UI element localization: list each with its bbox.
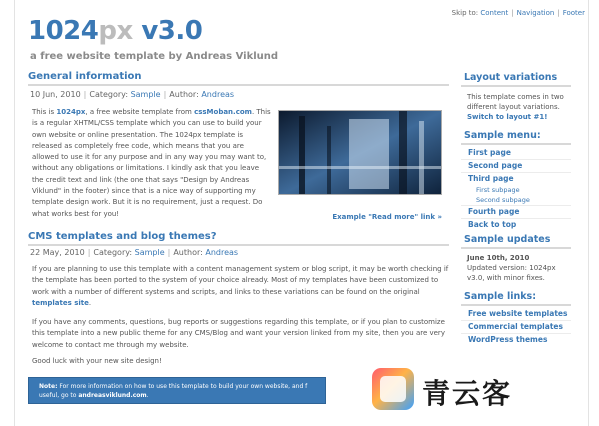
menu-item-second-subpage[interactable]: Second subpage <box>461 195 571 206</box>
author-label: Author: <box>173 248 203 257</box>
cssmoban-link[interactable]: cssMoban.com <box>194 108 252 116</box>
layout-text: This template comes in two different layout variations. <box>467 93 564 111</box>
sidebar-heading-updates: Sample updates <box>461 234 571 249</box>
author-link[interactable]: Andreas <box>205 248 239 257</box>
author-link[interactable]: Andreas <box>201 90 235 99</box>
post-title-general-information: General information <box>28 71 449 86</box>
sidebar-menu <box>461 147 571 231</box>
skip-content-link[interactable]: Content <box>480 9 509 17</box>
link-commercial-templates[interactable]: Commercial templates <box>461 321 571 334</box>
read-more-link[interactable]: Example "Read more" link » <box>332 213 442 221</box>
update-text: Updated version: 1024px v3.0, with minor fixes. <box>467 264 556 282</box>
skip-footer-link[interactable]: Footer <box>562 9 585 17</box>
1024px-link[interactable]: 1024px <box>56 108 86 116</box>
watermark-text: 青云客 <box>422 377 513 410</box>
post-date: 22 May, 2010 <box>30 248 85 257</box>
skip-links: Skip to: Content | Navigation | Footer <box>451 9 585 17</box>
link-wordpress-themes[interactable]: WordPress themes <box>468 335 548 344</box>
note-box: Note: For more information on how to use this template to build your own website, and f useful, go to andreasviklund.com. <box>28 377 326 404</box>
logo-main: 1024 <box>28 16 99 46</box>
andreasviklund-link[interactable]: andreasviklund.com <box>78 392 147 399</box>
note-label: Note: <box>39 383 58 390</box>
post-meta: 10 Jun, 2010 | Category: Sample | Author: Andreas <box>30 90 235 99</box>
update-date: June 10th, 2010 <box>467 254 530 262</box>
sidebar-updates-box <box>461 253 571 283</box>
site-logo[interactable] <box>28 16 202 46</box>
sidebar-heading-layout: Layout variations <box>461 72 571 87</box>
skip-label: Skip to: <box>451 9 479 17</box>
skip-navigation-link[interactable]: Navigation <box>516 9 555 17</box>
sidebar-layout-box <box>461 92 571 122</box>
logo-px: px <box>98 16 133 46</box>
sidebar-heading-menu: Sample menu: <box>461 130 571 145</box>
logo-version: v3.0 <box>132 16 203 46</box>
menu-item-back-to-top[interactable]: Back to top <box>468 220 517 229</box>
post-body: This is 1024px, a free website template from cssMoban.com. This is a regular XHTML/CSS template which you can use to build your own website or online presentation. The 1024px template is released as completely free code, which means that you are allowed to use it for any purpose and in any way you may want to, without any obligations or limitations. I kindly ask that you leave the credit text and link (the one that says "Design by Andreas Viklund" in the footer) since that is a nice way of supporting my template design work. But it is no requirement, just a request. Do what works best for you! <box>32 108 271 218</box>
menu-item-third-page[interactable]: Third page <box>468 174 514 183</box>
author-label: Author: <box>169 90 199 99</box>
sidebar-heading-links: Sample links: <box>461 291 571 306</box>
watermark-logo <box>372 368 580 416</box>
note-text-2: useful, go to <box>39 392 79 399</box>
category-label: Category: <box>89 90 129 99</box>
post-photo <box>278 110 442 195</box>
templates-site-link[interactable]: templates site <box>32 298 89 307</box>
menu-item-second-page[interactable]: Second page <box>461 160 571 173</box>
site-tagline: a free website template by Andreas Viklund <box>30 51 279 62</box>
watermark-badge-icon <box>372 368 414 410</box>
post-paragraph-1: If you are planning to use this template with a content management system or blog script, it may be worth checking if the template has been ported to the system of your choice already. Most of my templates have been customized to work with a number of different systems and scripts, and links to these variations can be found on the original templates site. <box>32 265 449 307</box>
category-label: Category: <box>93 248 133 257</box>
post-meta: 22 May, 2010 | Category: Sample | Author: Andreas <box>30 248 239 257</box>
post-paragraph-3: Good luck with your new site design! <box>32 357 162 365</box>
category-link[interactable]: Sample <box>134 248 165 257</box>
note-text: For more information on how to use this template to build your own website, and f <box>57 383 308 390</box>
menu-item-first-subpage[interactable]: First subpage <box>476 186 520 194</box>
link-free-website-templates[interactable]: Free website templates <box>461 308 571 321</box>
menu-item-first-page[interactable]: First page <box>461 147 571 160</box>
post-title-cms-templates: CMS templates and blog themes? <box>28 231 449 246</box>
post-date: 10 Jun, 2010 <box>30 90 81 99</box>
menu-item-fourth-page[interactable]: Fourth page <box>461 206 571 219</box>
post-paragraph-2: If you have any comments, questions, bug reports or suggestions regarding this template, or if you plan to customize this template into a new public theme for any CMS/Blog and want your version linked from my site, then you are very welcome to contact me through my website. <box>32 318 445 349</box>
category-link[interactable]: Sample <box>130 90 161 99</box>
switch-layout-link[interactable]: Switch to layout #1! <box>467 113 548 121</box>
sidebar-links <box>461 308 571 346</box>
